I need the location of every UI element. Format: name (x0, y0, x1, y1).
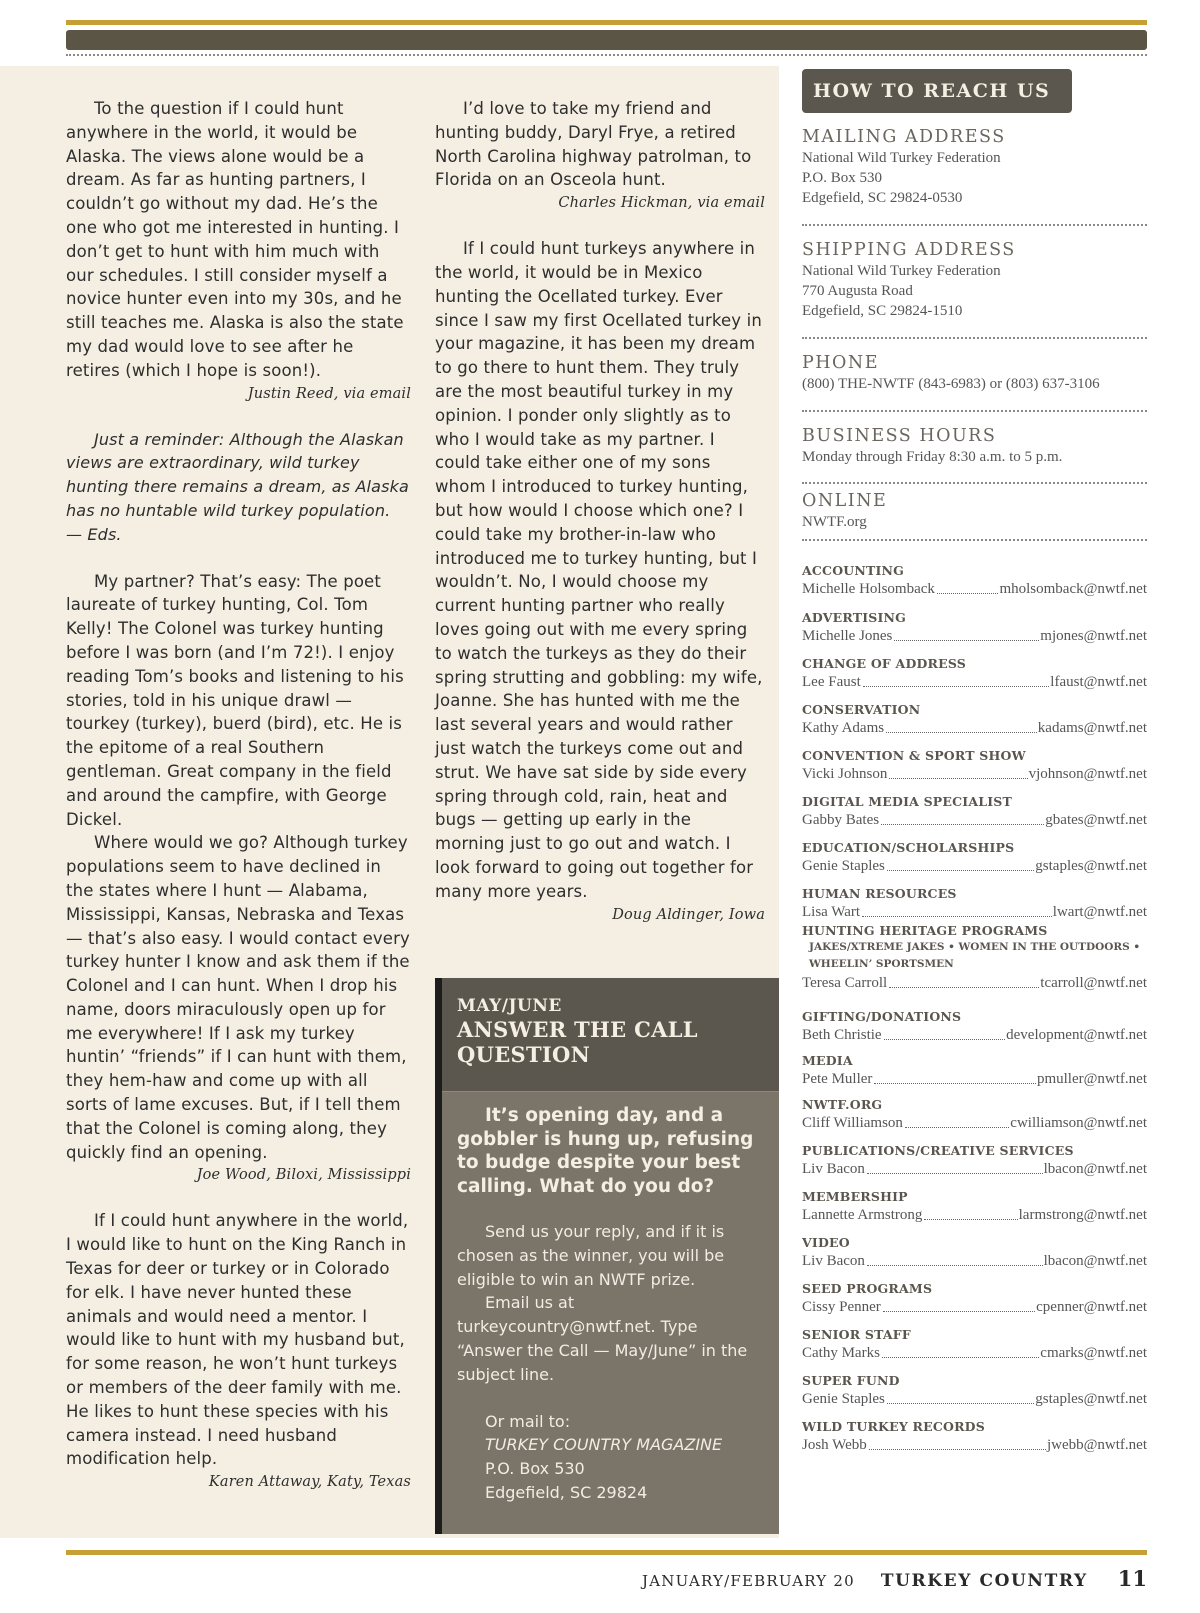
contact-label: ONLINE (802, 491, 888, 511)
directory-entry (802, 793, 1147, 839)
how-to-reach-us-title: HOW TO REACH US (802, 69, 1072, 113)
mailing-address (802, 126, 1147, 208)
online (802, 490, 1147, 532)
staff-name: Pete Muller (802, 1071, 873, 1087)
staff-email[interactable]: jwebb@nwtf.net (1046, 1437, 1147, 1453)
staff-name: Kathy Adams (802, 720, 885, 736)
staff-email[interactable]: development@nwtf.net (1006, 1027, 1147, 1043)
letter-signature: Charles Hickman, via email (558, 195, 765, 212)
directory-contact (802, 626, 1147, 646)
issue-date: JANUARY/FEBRUARY 20 (642, 1572, 855, 1590)
contact-line: National Wild Turkey Federation (802, 263, 1001, 279)
staff-name: Cliff Williamson (802, 1115, 903, 1131)
staff-email[interactable]: gstaples@nwtf.net (1035, 1391, 1147, 1407)
staff-name: Vicki Johnson (802, 766, 888, 782)
staff-name: Lee Faust (802, 674, 861, 690)
letter-signature: Karen Attaway, Katy, Texas (208, 1474, 411, 1491)
contact-line: (800) THE-NWTF (843-6983) or (803) 637-3106 (802, 376, 1100, 392)
contact-label: BUSINESS HOURS (802, 426, 997, 446)
staff-name: Liv Bacon (802, 1161, 865, 1177)
contact-line: National Wild Turkey Federation (802, 150, 1001, 166)
dotted-divider (802, 482, 1147, 484)
contact-label: SHIPPING ADDRESS (802, 240, 1016, 260)
top-header-bar (66, 30, 1147, 50)
mail-address (457, 1410, 759, 1505)
answer-the-call-box (435, 978, 779, 1534)
staff-name: Lannette Armstrong (802, 1207, 923, 1223)
department-name: CONVENTION & SPORT SHOW (802, 748, 1026, 763)
directory-entry (802, 655, 1147, 701)
dotted-divider (802, 539, 1147, 541)
department-name: CONSERVATION (802, 702, 921, 717)
letter-body: I’d love to take my friend and hunting buddy, Daryl Frye, a retired North Carolina highway patrolman, to Florida on an Osceola hunt. (435, 99, 752, 190)
staff-name: Cathy Marks (802, 1345, 880, 1361)
directory-contact (802, 764, 1147, 784)
call-instructions (457, 1220, 759, 1387)
letters-column-1 (66, 97, 411, 1493)
staff-name: Lisa Wart (802, 904, 861, 920)
letter-signature: Justin Reed, via email (247, 385, 411, 402)
directory-contact (802, 1069, 1147, 1089)
contact-line: 770 Augusta Road (802, 283, 913, 299)
directory-entry (802, 885, 1147, 922)
call-box-body (442, 1092, 779, 1505)
top-gold-rule (66, 20, 1147, 25)
directory-entry (802, 1142, 1147, 1188)
directory-contact (802, 579, 1147, 599)
directory-contact (802, 1025, 1147, 1045)
directory-entry (802, 1008, 1147, 1052)
staff-email[interactable]: vjohnson@nwtf.net (1028, 766, 1147, 782)
department-name: MEDIA (802, 1053, 853, 1068)
call-box-title: ANSWER THE CALL QUESTION (457, 1017, 698, 1067)
dotted-divider (802, 337, 1147, 339)
directory-entry (802, 701, 1147, 747)
directory-contact (802, 902, 1147, 922)
department-name: WILD TURKEY RECORDS (802, 1419, 985, 1434)
directory-entry (802, 1372, 1147, 1418)
directory-entry (802, 1326, 1147, 1372)
directory-entry (802, 747, 1147, 793)
department-name: SEED PROGRAMS (802, 1281, 933, 1296)
directory-contact (802, 1389, 1147, 1409)
directory-entry (802, 1052, 1147, 1096)
staff-name: Genie Staples (802, 858, 885, 874)
department-name: ACCOUNTING (802, 563, 905, 578)
directory-contact (802, 810, 1147, 830)
staff-email[interactable]: larmstrong@nwtf.net (1018, 1207, 1147, 1223)
mail-name: TURKEY COUNTRY MAGAZINE (485, 1435, 723, 1455)
staff-email[interactable]: cpenner@nwtf.net (1036, 1299, 1147, 1315)
directory-contact (802, 1205, 1147, 1225)
department-name: DIGITAL MEDIA SPECIALIST (802, 794, 1012, 809)
directory-contact (802, 1159, 1147, 1179)
department-name: MEMBERSHIP (802, 1189, 908, 1204)
staff-email[interactable]: cmarks@nwtf.net (1040, 1345, 1147, 1361)
mail-line: Edgefield, SC 29824 (485, 1482, 648, 1502)
department-name: ADVERTISING (802, 610, 907, 625)
top-dotted-rule (66, 54, 1147, 56)
letter-body: If I could hunt turkeys anywhere in the world, it would be in Mexico hunting the Ocellated turkey. Ever since I saw my first Ocellated turkey in your magazine, it has been my dream to go there to hunt them. They truly are the most beautiful turkey in my opinion. I ponder only slightly as to who I would take as my partner. I could take either one of my sons whom I introduced to turkey hunting, but how would I choose which one? I could take my brother-in-law who introduced me to turkey hunting, but I wouldn’t. No, I would choose my current hunting partner who really loves going out with me every spring to watch the turkeys as they do their spring strutting and gobbling: my wife, Joanne. She has hunted with me the last several years and would rather just watch the turkeys come out and strut. We have sat side by side every spring through cold, rain, heat and bugs — getting up early in the morning just to go out and watch. I look forward to going out together for many more years. (435, 239, 763, 901)
staff-email[interactable]: gbates@nwtf.net (1045, 812, 1147, 828)
department-name: HUMAN RESOURCES (802, 886, 957, 901)
staff-name: Cissy Penner (802, 1299, 881, 1315)
phone (802, 352, 1147, 394)
staff-email[interactable]: pmuller@nwtf.net (1036, 1071, 1147, 1087)
dotted-divider (802, 410, 1147, 412)
department-name: SENIOR STAFF (802, 1327, 911, 1342)
staff-name: Genie Staples (802, 1391, 885, 1407)
page-footer (642, 1566, 1147, 1591)
directory-contact (802, 718, 1147, 738)
department-name: SUPER FUND (802, 1373, 900, 1388)
letter-body: If I could hunt anywhere in the world, I would like to hunt on the King Ranch in Texas for deer or turkey or in Colorado for elk. I have never hunted these animals and would need a mentor. I would like to hunt with my husband but, for some reason, he won’t hunt turkeys or members of the deer family with me. He likes to hunt these species with his camera instead. I need husband modification help. (66, 1211, 409, 1469)
contact-line: Monday through Friday 8:30 a.m. to 5 p.m. (802, 449, 1063, 465)
staff-name: Michelle Jones (802, 628, 893, 644)
letters-column-2 (435, 97, 765, 926)
directory-entry (802, 562, 1147, 609)
directory-contact (802, 672, 1147, 692)
directory-entry (802, 922, 1147, 1008)
letter-body: Where would we go? Although turkey populations seem to have declined in the states where I hunt — Alabama, Mississippi, Kansas, Nebraska and Texas — that’s also easy. I would contact every turkey hunter I know and ask them if the Colonel and I can hunt. When I drop his name, doors miraculously open up for me everywhere! If I ask my turkey huntin’ “friends” if I can hunt with them, they hem-haw and come up with all sorts of lame excuses. But, if I tell them that the Colonel is coming along, they quickly find an opening. (66, 833, 410, 1162)
department-name: EDUCATION/SCHOLARSHIPS (802, 840, 1015, 855)
letter-signature: Doug Aldinger, Iowa (612, 906, 765, 923)
letter-body: My partner? That’s easy: The poet laureate of turkey hunting, Col. Tom Kelly! The Colonel was turkey hunting before I was born (and I’m 72!). I enjoy reading Tom’s books and listening to his stories, told in his unique drawl — tourkey (turkey), buerd (bird), etc. He is the epitome of a real Southern gentleman. Great company in the field and around the campfire, with George Dickel. (66, 571, 404, 829)
page-number: 11 (1117, 1566, 1147, 1591)
directory-contact (802, 973, 1147, 993)
staff-name: Michelle Holsomback (802, 581, 935, 597)
staff-name: Beth Christie (802, 1027, 882, 1043)
call-box-header (442, 978, 779, 1092)
department-name: PUBLICATIONS/CREATIVE SERVICES (802, 1143, 1074, 1158)
staff-email[interactable]: cwilliamson@nwtf.net (1010, 1115, 1147, 1131)
contact-label: MAILING ADDRESS (802, 127, 1006, 147)
letter-body: To the question if I could hunt anywhere in the world, it would be Alaska. The views alone would be a dream. As far as hunting partners, I couldn’t go without my dad. He’s the one who got me interested in hunting. I don’t get to hunt with him much with our schedules. I still consider myself a novice hunter even into my 30s, and he still teaches me. Alaska is also the state my dad would love to see after he retires (which I hope is soon!). (66, 99, 404, 380)
department-name: CHANGE OF ADDRESS (802, 656, 967, 671)
bottom-gold-rule (66, 1550, 1147, 1555)
letter-signature: Joe Wood, Biloxi, Mississippi (196, 1167, 411, 1184)
staff-email[interactable]: tcarroll@nwtf.net (1040, 975, 1147, 991)
staff-email[interactable]: lbacon@nwtf.net (1043, 1161, 1147, 1177)
directory-entry (802, 1280, 1147, 1326)
shipping-address (802, 239, 1147, 321)
mail-intro: Or mail to: (485, 1411, 571, 1431)
directory-entry (802, 1234, 1147, 1280)
mail-line: P.O. Box 530 (485, 1459, 585, 1479)
department-subprograms: JAKES/XTREME JAKES • WOMEN IN THE OUTDOORS • (809, 941, 1141, 953)
directory-contact (802, 1297, 1147, 1317)
call-instructions-para: Send us your reply, and if it is chosen as the winner, you will be eligible to win an NWTF prize. (457, 1222, 725, 1289)
staff-name: Teresa Carroll (802, 975, 888, 991)
staff-name: Josh Webb (802, 1437, 867, 1453)
directory-contact (802, 1113, 1147, 1133)
staff-email[interactable]: mjones@nwtf.net (1040, 628, 1147, 644)
department-subprograms: WHEELIN’ SPORTSMEN (809, 958, 954, 970)
staff-email[interactable]: lwart@nwtf.net (1052, 904, 1147, 920)
call-question: It’s opening day, and a gobbler is hung up, refusing to budge despite your best calling. What do you do? (457, 1105, 754, 1197)
staff-email[interactable]: kadams@nwtf.net (1037, 720, 1147, 736)
staff-email[interactable]: lfaust@nwtf.net (1050, 674, 1147, 690)
call-instructions-para: Email us at turkeycountry@nwtf.net. Type “Answer the Call — May/June” in the subject line. (457, 1293, 748, 1384)
directory-entry (802, 1418, 1147, 1464)
business-hours (802, 425, 1147, 467)
department-name: VIDEO (802, 1235, 850, 1250)
contact-line: Edgefield, SC 29824-0530 (802, 190, 963, 206)
directory-entry (802, 1188, 1147, 1234)
department-name: NWTF.ORG (802, 1097, 883, 1112)
directory-entry (802, 609, 1147, 655)
contact-label: PHONE (802, 353, 879, 373)
magazine-name: TURKEY COUNTRY (880, 1571, 1088, 1591)
directory-entry (802, 1096, 1147, 1142)
directory-entry (802, 839, 1147, 885)
directory-contact (802, 856, 1147, 876)
call-box-kicker: MAY/JUNE (457, 996, 562, 1016)
staff-email[interactable]: gstaples@nwtf.net (1035, 858, 1147, 874)
contact-line: NWTF.org (802, 514, 867, 530)
dotted-divider (802, 224, 1147, 226)
directory-contact (802, 1343, 1147, 1363)
directory-contact (802, 1251, 1147, 1271)
contact-line: P.O. Box 530 (802, 170, 883, 186)
staff-name: Liv Bacon (802, 1253, 865, 1269)
staff-email[interactable]: lbacon@nwtf.net (1043, 1253, 1147, 1269)
contact-line: Edgefield, SC 29824-1510 (802, 303, 963, 319)
staff-directory (802, 562, 1147, 1464)
department-name: GIFTING/DONATIONS (802, 1009, 962, 1024)
staff-name: Gabby Bates (802, 812, 880, 828)
directory-contact (802, 1435, 1147, 1455)
staff-email[interactable]: mholsomback@nwtf.net (999, 581, 1147, 597)
editor-note: Just a reminder: Although the Alaskan views are extraordinary, wild turkey hunting there remains a dream, as Alaska has no huntable wild turkey population. — Eds. (66, 429, 409, 544)
department-name: HUNTING HERITAGE PROGRAMS (802, 923, 1048, 938)
